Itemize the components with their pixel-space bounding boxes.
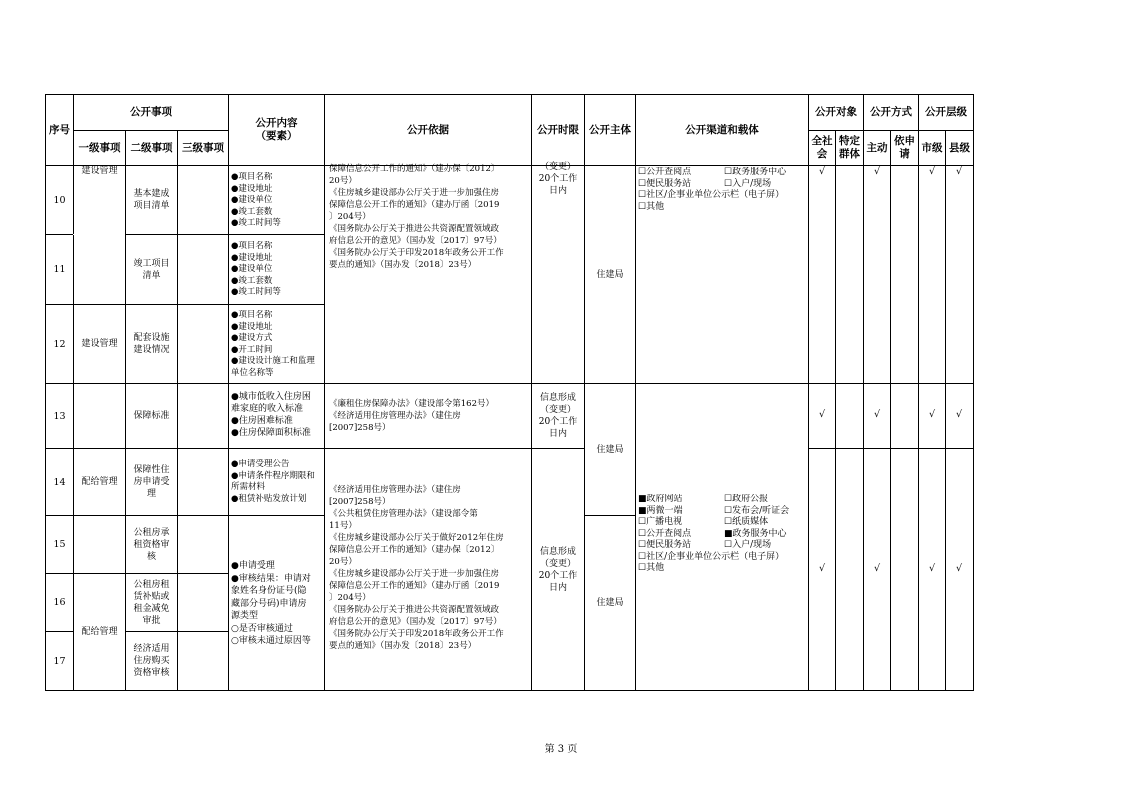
header-basis: 公开依据: [407, 123, 449, 136]
check-mark: √: [955, 563, 963, 574]
level2-cell: 基本建成 项目清单: [133, 189, 170, 211]
time-cell: 信息形成 （变更） 20个工作 日内: [538, 547, 578, 593]
subject-cell: 住建局: [596, 444, 624, 455]
seq-cell: 11: [53, 264, 66, 275]
level1-cell: 建设管理: [81, 166, 118, 176]
level2-cell: 经济适用 住房购买 资格审核: [133, 644, 170, 678]
header-aud-all: 全社 会: [811, 135, 833, 160]
check-mark: √: [928, 409, 936, 420]
check-mark: √: [873, 166, 881, 177]
subject-cell: 住建局: [596, 269, 624, 280]
header-content-title: 公开内容: [255, 117, 298, 129]
level2-cell: 配套设施 建设情况: [133, 333, 170, 355]
check-mark: √: [955, 409, 963, 420]
subject-cell: 住建局: [596, 598, 624, 608]
seq-cell: 10: [53, 194, 66, 206]
header-time: 公开时限: [537, 123, 579, 136]
level2-cell: 公租房承 租资格审 核: [133, 527, 170, 562]
check-mark: √: [955, 166, 963, 177]
header-subject: 公开主体: [589, 123, 631, 136]
basis-text: 《经济适用住房管理办法》（建住房 [2007]258号） 《公共租赁住房管理办法》（建设部令第 11号） 《住房城乡建设部办公厅关于做好2012年住房 保障信息公开工作的通知》（建办保〔2012〕 20号） 《住房城乡建设部办公厅关于进一步加强住房 保障信息公开工作的通知》（建办厅函〔2019 〕204号） 《国务院办公厅关于推进公共资源配置领域政 府信息公开的意见》（国办发〔2017〕97号） 《国务院办公厅关于印发2018年政务公开工作 要点的通知》（国办发〔2018〕23号）: [329, 485, 504, 651]
level2-cell: 公租房租 赁补贴或 租金减免 审批: [133, 579, 170, 626]
level2-cell: 保障性住 房申请受 理: [133, 465, 170, 499]
header-method: 公开方式: [870, 106, 912, 118]
check-mark: √: [818, 409, 826, 420]
header-matters: 公开事项: [130, 106, 172, 118]
level1-cell: 配给管理: [81, 627, 118, 637]
header-method-active: 主动: [866, 141, 888, 154]
level2-cell: 竣工项目 清单: [133, 258, 170, 281]
content-items: ●项目名称 ●建设地址 ●建设方式 ●开工时间 ●建设设计施工和监理 单位名称等: [231, 310, 315, 378]
header-level2: 二级事项: [130, 141, 173, 154]
content-items: ●申请受理公告 ●申请条件程序期限和 所需材料 ●租赁补贴发放计划: [231, 459, 315, 504]
check-mark: √: [818, 166, 826, 177]
header-seq: 序号: [49, 123, 70, 136]
header-audience: 公开对象: [815, 106, 857, 118]
header-content-sub: （要素）: [255, 130, 298, 142]
seq-cell: 14: [53, 476, 66, 488]
seq-cell: 13: [53, 410, 66, 422]
header-level1: 一级事项: [78, 141, 121, 154]
seq-cell: 12: [53, 338, 66, 350]
content-items: ●城市低收入住房困 难家庭的收入标准 ●住房困难标准 ●住房保障面积标准: [231, 392, 311, 438]
check-mark: √: [928, 563, 936, 574]
seq-cell: 15: [53, 539, 66, 550]
check-mark: √: [873, 409, 881, 420]
check-mark: √: [818, 563, 826, 574]
header-aud-specific: 特定 群体: [839, 135, 860, 160]
channel-list: ☐公开查阅点 ☐政务服务中心 ☐便民服务站 ☐入户/现场 ☐社区/企事业单位公示栏（电子屏） ☐其他: [638, 167, 787, 212]
content-items: ●项目名称 ●建设地址 ●建设单位 ●竣工套数 ●竣工时间等: [231, 172, 281, 228]
header-level-city: 市级: [921, 141, 943, 154]
content-items: ●申请受理 ●审核结果：申请对 象姓名身份证号(隐 藏部分号码)申请房 源类型 ○是否审核通过 ○审核未通过原因等: [231, 561, 311, 646]
time-cell: 信息形成 （变更） 20个工作 日内: [538, 393, 578, 439]
channel-list: ■政府网站 ☐政府公报 ■两微一端 ☐发布会/听证会 ☐广播电视 ☐纸质媒体 ☐公开查阅点 ■政务服务中心 ☐便民服务站 ☐入户/现场 ☐社区/企事业单位公示栏（电子屏） ☐其他: [638, 494, 790, 573]
level2-cell: 保障标准: [133, 411, 170, 421]
basis-text: 保障信息公开工作的通知》（建办保〔2012〕 20号） 《住房城乡建设部办公厅关于进一步加强住房 保障信息公开工作的通知》（建办厅函〔2019 〕204号） 《国务院办公厅关于推进公共资源配置领域政 府信息公开的意见》（国办发〔2017〕97号） 《国务院办公厅关于印发2018年政务公开工作 要点的通知》（国办发〔2018〕23号）: [329, 164, 504, 270]
basis-text: 《廉租住房保障办法》（建设部令第162号） 《经济适用住房管理办法》（建住房 [2007]258号）: [329, 399, 494, 433]
header-content: [229, 95, 324, 165]
header-level3: 三级事项: [182, 141, 224, 154]
seq-cell: 16: [53, 597, 66, 608]
page-footer: 第 3 页: [544, 744, 578, 755]
check-mark: √: [873, 563, 881, 574]
header-channel: 公开渠道和载体: [685, 123, 759, 136]
seq-cell: 17: [53, 655, 66, 667]
level1-cell: 配给管理: [81, 477, 118, 487]
content-items: ●项目名称 ●建设地址 ●建设单位 ●竣工套数 ●竣工时间等: [231, 241, 281, 297]
check-mark: √: [928, 166, 936, 177]
header-method-request: 依申 请: [894, 135, 915, 160]
header-level: 公开层级: [925, 106, 967, 118]
header-level-county: 县级: [949, 141, 970, 154]
level1-cell: 建设管理: [81, 339, 118, 349]
time-cell: （变更） 20个工作 日内: [538, 162, 578, 196]
